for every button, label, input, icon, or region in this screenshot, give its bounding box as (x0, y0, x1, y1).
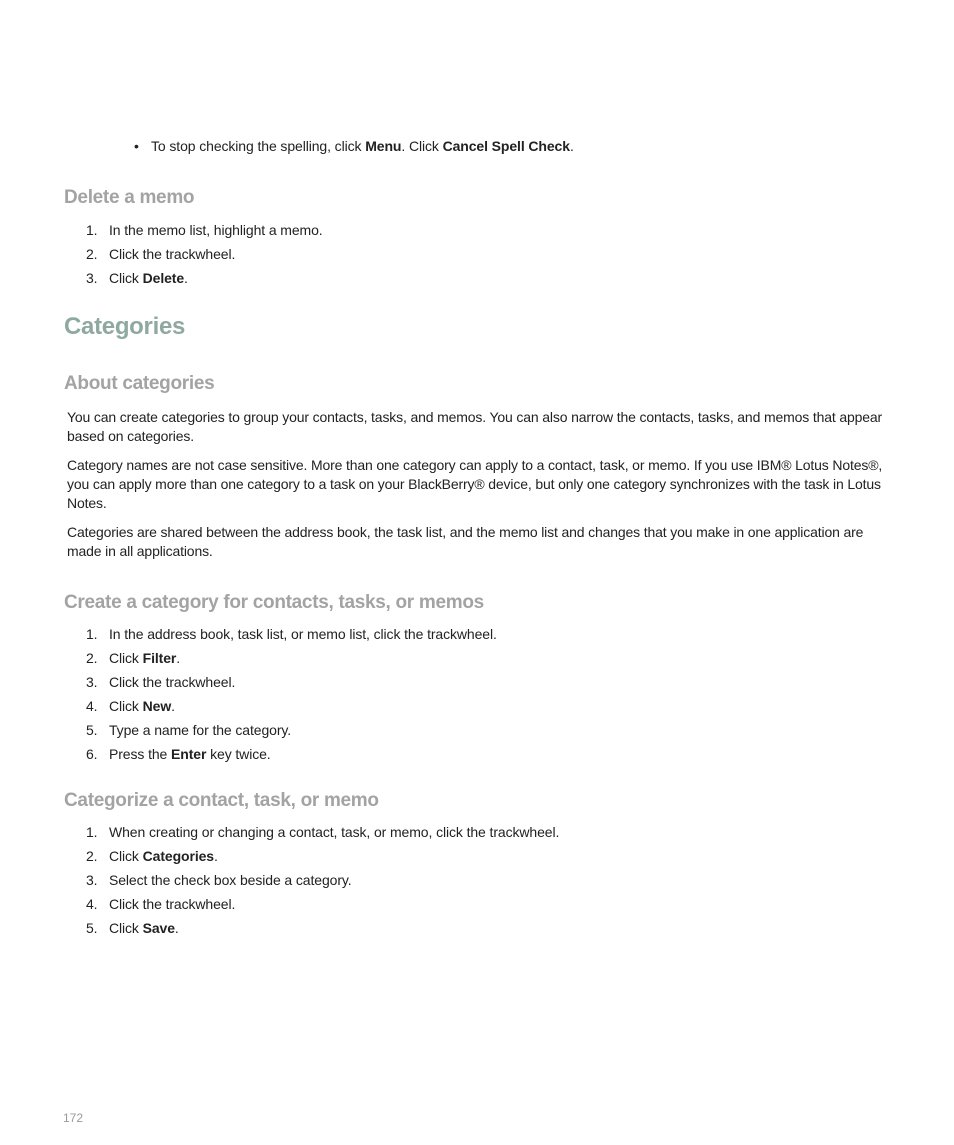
step-item: 2. Click Categories. (86, 848, 218, 864)
step-item: 1. In the memo list, highlight a memo. (86, 222, 323, 238)
step-item: 2. Click Filter. (86, 650, 181, 666)
step-item: 6. Press the Enter key twice. (86, 746, 271, 762)
section-title-categories: Categories (64, 313, 186, 340)
paragraph: Categories are shared between the address book, the task list, and the memo list and changes that you make in one application are made in all applications. (67, 524, 864, 559)
bullet-item-spell-check: • To stop checking the spelling, click Menu. Click Cancel Spell Check. (134, 138, 574, 154)
steps-delete-memo (86, 218, 323, 290)
heading-categorize: Categorize a contact, task, or memo (64, 790, 379, 811)
heading-delete-memo: Delete a memo (64, 187, 195, 208)
bullet-dot: • (134, 138, 139, 154)
step-item: 3. Click the trackwheel. (86, 674, 236, 690)
step-item: 5. Type a name for the category. (86, 722, 292, 738)
steps-categorize (86, 820, 559, 940)
step-item: 4. Click New. (86, 698, 175, 714)
page-number: 172 (63, 1111, 84, 1125)
heading-create-category: Create a category for contacts, tasks, or memos (64, 592, 484, 613)
step-item: 4. Click the trackwheel. (86, 896, 236, 912)
steps-create-category (86, 622, 497, 766)
step-item: 3. Click Delete. (86, 270, 188, 286)
step-item: 2. Click the trackwheel. (86, 246, 236, 262)
step-item: 3. Select the check box beside a category. (86, 872, 352, 888)
step-item: 5. Click Save. (86, 920, 179, 936)
step-item: 1. In the address book, task list, or memo list, click the trackwheel. (86, 626, 497, 642)
paragraph: You can create categories to group your contacts, tasks, and memos. You can also narrow the contacts, tasks, and memos that appear based on categories. (67, 409, 883, 444)
paragraph: Category names are not case sensitive. More than one category can apply to a contact, task, or memo. If you use IBM® Lotus Notes®, you can apply more than one category to a task on your BlackBerry® device, but only one category synchronizes with the task in Lotus Notes. (67, 457, 883, 511)
step-item: 1. When creating or changing a contact, task, or memo, click the trackwheel. (86, 824, 560, 840)
heading-about-categories: About categories (64, 373, 215, 394)
